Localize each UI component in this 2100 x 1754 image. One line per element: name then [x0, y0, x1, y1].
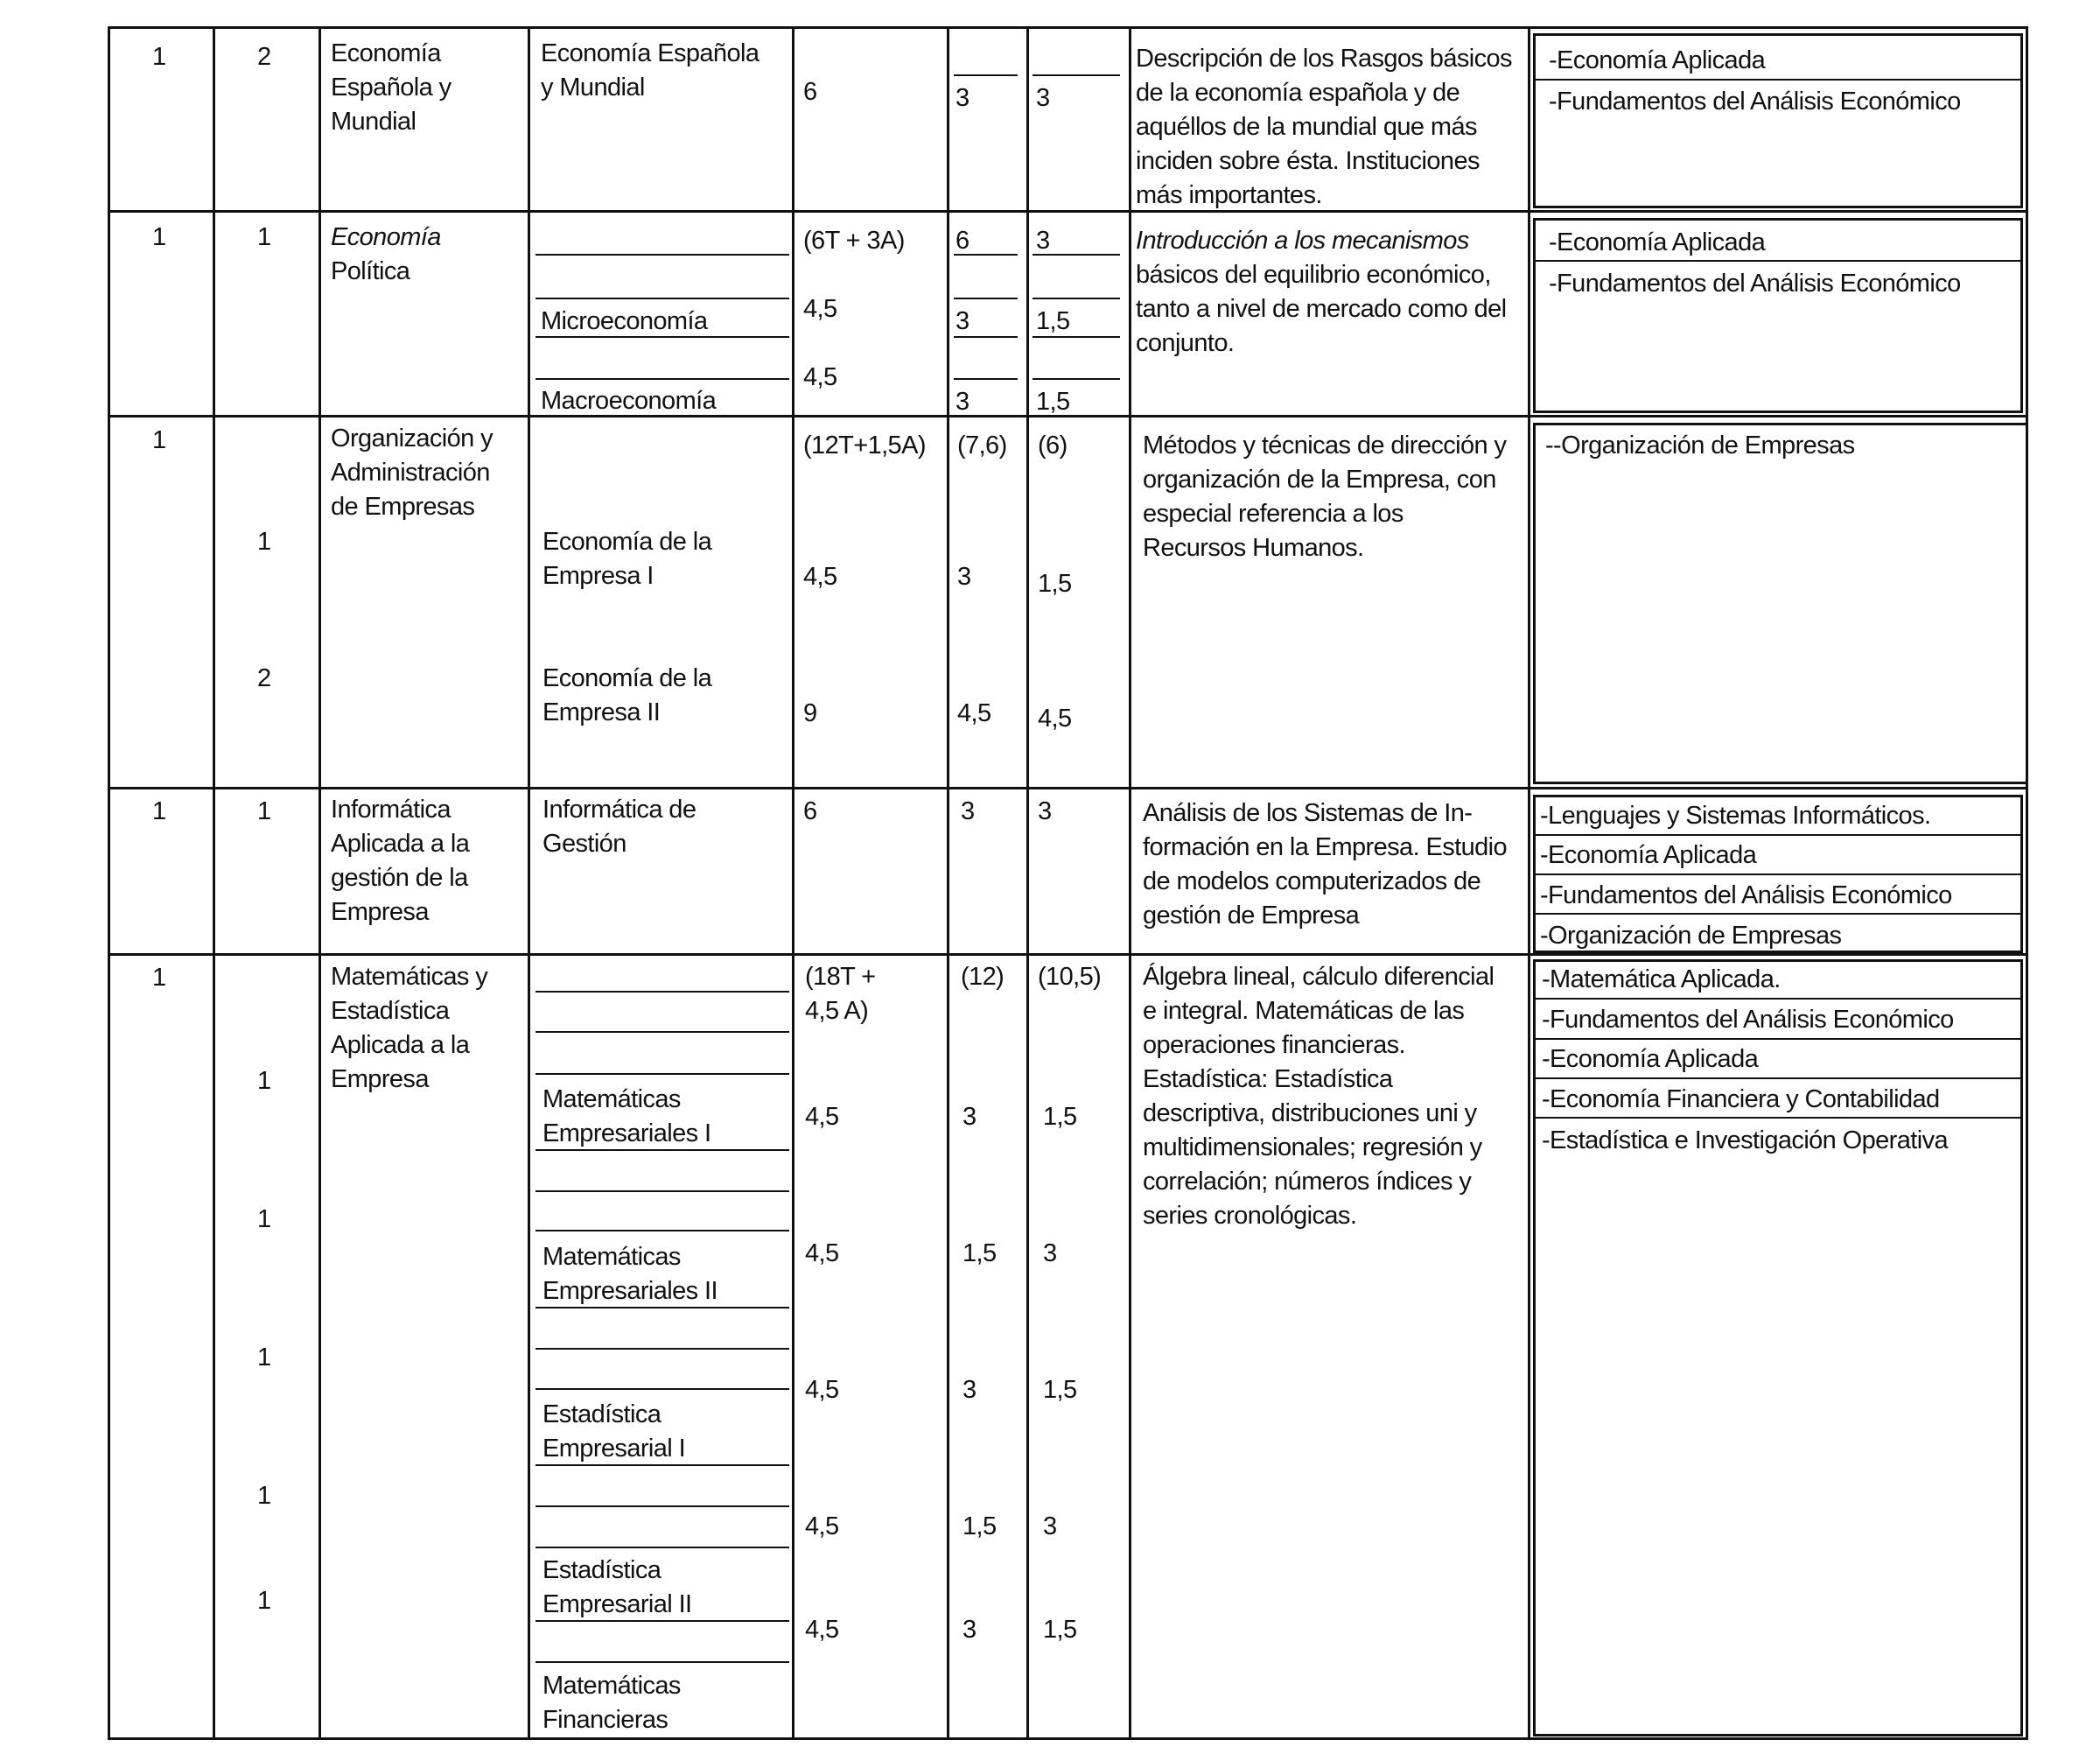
credits-theory: 3 [962, 1616, 976, 1644]
description-line: conjunto. [1136, 329, 1235, 357]
row-course-year: 1 [257, 1344, 271, 1372]
blank-rule [1533, 1077, 2023, 1079]
row-course-year: 2 [257, 664, 271, 692]
course-name-line: Informática de [542, 796, 696, 824]
course-name-line: Estadística [542, 1556, 662, 1584]
knowledge-area: -Economía Aplicada [1540, 841, 1757, 869]
blank-rule [1032, 298, 1120, 299]
credits-practice: 4,5 [1038, 705, 1072, 733]
subject-name-line: Mundial [331, 108, 416, 136]
credits-theory: 4,5 [957, 699, 991, 727]
course-name-line: Matemáticas [542, 1672, 681, 1700]
row-cycle-number: 1 [152, 43, 166, 71]
blank-rule [536, 1547, 789, 1548]
credits-practice: 3 [1038, 797, 1052, 825]
blank-rule [1533, 998, 2023, 1000]
description-line: de modelos computerizados de [1143, 867, 1481, 895]
blank-rule [536, 1388, 789, 1390]
column-divider [792, 26, 794, 1740]
course-name-line: Empresa II [542, 698, 661, 726]
credits-total: (12T+1,5A) [803, 431, 926, 460]
column-divider [528, 26, 530, 1740]
course-name-line: Empresarial II [542, 1590, 692, 1618]
blank-rule [1533, 1117, 2023, 1119]
course-name-line: y Mundial [541, 74, 645, 102]
course-name-line: Matemáticas [542, 1243, 681, 1271]
description-line: e integral. Matemáticas de las [1143, 997, 1465, 1025]
row-course-year: 1 [257, 1205, 271, 1233]
credits-theory: 6 [956, 227, 970, 255]
credits-theory: 1,5 [962, 1512, 997, 1540]
blank-rule [536, 1230, 789, 1231]
credits-practice: 3 [1036, 227, 1050, 255]
knowledge-area: -Economía Financiera y Contabilidad [1542, 1085, 1940, 1113]
blank-rule [954, 74, 1018, 76]
credits-theory: 3 [962, 1103, 976, 1131]
credits-total: 4,5 A) [805, 997, 869, 1025]
credits-practice: 1,5 [1043, 1616, 1077, 1644]
credits-practice: (10,5) [1038, 963, 1102, 991]
credits-total: 9 [803, 699, 817, 727]
subject-name-line: Aplicada a la [331, 830, 470, 858]
row-divider [108, 210, 2028, 213]
blank-rule [536, 1661, 789, 1663]
column-divider [318, 26, 321, 1740]
column-divider [1129, 26, 1131, 1740]
description-line: Descripción de los Rasgos básicos [1136, 45, 1512, 73]
knowledge-area: -Organización de Empresas [1540, 922, 1842, 950]
subject-name-line: gestión de la [331, 864, 468, 892]
row-divider [108, 26, 2028, 29]
knowledge-area: -Fundamentos del Análisis Económico [1542, 1006, 1954, 1034]
blank-rule [536, 991, 789, 993]
row-course-year: 1 [257, 1482, 271, 1510]
knowledge-area: -Economía Aplicada [1549, 46, 1766, 74]
subject-name-line: Informática [331, 796, 451, 824]
description-line: descriptiva, distribuciones uni y [1143, 1099, 1477, 1127]
course-name-line: Macroeconomía [541, 387, 717, 415]
description-line: Recursos Humanos. [1143, 534, 1364, 562]
blank-rule [954, 378, 1018, 380]
description-line: operaciones financieras. [1143, 1031, 1405, 1059]
credits-total: 4,5 [803, 295, 837, 323]
blank-rule [1533, 873, 2023, 875]
description-line: Introducción a los mecanismos [1136, 227, 1469, 255]
description-line: de la economía española y de [1136, 79, 1460, 107]
course-name-line: Gestión [542, 830, 626, 858]
description-line: Análisis de los Sistemas de In- [1143, 799, 1473, 827]
knowledge-area: -Economía Aplicada [1549, 228, 1766, 256]
course-name-line: Economía de la [542, 664, 712, 692]
course-name-line: Matemáticas [542, 1085, 681, 1113]
credits-practice: 1,5 [1038, 570, 1072, 598]
description-line: tanto a nivel de mercado como del [1136, 295, 1507, 323]
credits-total: 6 [803, 78, 817, 106]
subject-name-line: Organización y [331, 424, 494, 453]
areas-box [1533, 423, 2028, 784]
description-line: Estadística: Estadística [1143, 1065, 1393, 1093]
description-line: formación en la Empresa. Estudio [1143, 833, 1508, 861]
blank-rule [1533, 1038, 2023, 1040]
table-border-left [108, 26, 110, 1740]
knowledge-area: --Organización de Empresas [1545, 431, 1855, 460]
credits-practice: (6) [1038, 431, 1068, 460]
row-course-year: 1 [257, 1587, 271, 1615]
credits-theory: 3 [956, 388, 970, 416]
row-course-year: 1 [257, 797, 271, 825]
credits-total: (6T + 3A) [803, 227, 905, 255]
table-border-right [2026, 26, 2028, 1740]
description-line: especial referencia a los [1143, 500, 1404, 528]
subject-name-line: Estadística [331, 997, 450, 1025]
credits-total: (18T + [805, 963, 876, 991]
subject-name-line: Española y [331, 74, 452, 102]
credits-theory: 3 [962, 1376, 976, 1404]
course-name-line: Economía de la [542, 528, 712, 556]
knowledge-area: -Fundamentos del Análisis Económico [1549, 270, 1961, 298]
description-line: multidimensionales; regresión y [1143, 1133, 1482, 1161]
course-name-line: Microeconomía [541, 307, 708, 335]
knowledge-area: -Matemática Aplicada. [1542, 965, 1781, 993]
row-cycle-number: 1 [152, 964, 166, 992]
blank-rule [954, 298, 1018, 299]
column-divider [1026, 26, 1029, 1740]
blank-rule [536, 1190, 789, 1192]
description-line: inciden sobre ésta. Instituciones [1136, 147, 1480, 175]
course-name-line: Economía Española [541, 39, 760, 67]
blank-rule [536, 1505, 789, 1507]
credits-theory: 3 [961, 797, 975, 825]
credits-practice: 1,5 [1043, 1103, 1077, 1131]
knowledge-area: -Fundamentos del Análisis Económico [1549, 88, 1961, 116]
credits-theory: 3 [956, 84, 970, 112]
row-divider [108, 787, 2028, 789]
subject-name-line: Aplicada a la [331, 1031, 470, 1059]
description-line: Álgebra lineal, cálculo diferencial [1143, 963, 1494, 991]
course-name-line: Empresariales I [542, 1119, 711, 1147]
description-line: aquéllos de la mundial que más [1136, 113, 1477, 141]
description-line: correlación; números índices y [1143, 1168, 1472, 1196]
column-divider [947, 26, 949, 1740]
description-line: organización de la Empresa, con [1143, 466, 1496, 494]
credits-total: 4,5 [803, 363, 837, 391]
row-course-year: 2 [257, 43, 271, 71]
row-divider [108, 953, 2028, 956]
row-cycle-number: 1 [152, 797, 166, 825]
knowledge-area: -Economía Aplicada [1542, 1045, 1759, 1073]
blank-rule [536, 1348, 789, 1350]
credits-theory: 1,5 [962, 1239, 997, 1267]
course-name-line: Empresarial I [542, 1435, 686, 1463]
blank-rule [536, 298, 789, 299]
blank-rule [536, 378, 789, 380]
course-name-line: Financieras [542, 1706, 668, 1734]
description-line: básicos del equilibrio económico, [1136, 261, 1491, 289]
credits-practice: 1,5 [1036, 307, 1070, 335]
subject-name-line: Empresa [331, 898, 429, 926]
credits-practice: 3 [1043, 1512, 1057, 1540]
credits-total: 4,5 [805, 1616, 839, 1644]
credits-total: 4,5 [805, 1239, 839, 1267]
subject-name-line: Economía [331, 223, 441, 251]
blank-rule [1533, 834, 2023, 836]
row-cycle-number: 1 [152, 426, 166, 454]
blank-rule [1032, 74, 1120, 76]
blank-rule [536, 1073, 789, 1075]
subject-name-line: Empresa [331, 1065, 429, 1093]
blank-rule [1533, 79, 2023, 81]
subject-name-line: de Empresas [331, 493, 475, 521]
credits-total: 4,5 [803, 563, 837, 591]
blank-rule [1533, 913, 2023, 915]
column-divider [1528, 26, 1530, 1740]
subject-name-line: Economía [331, 39, 441, 67]
description-line: más importantes. [1136, 181, 1322, 209]
credits-theory: 3 [956, 307, 970, 335]
credits-theory: (7,6) [957, 431, 1007, 460]
course-name-line: Empresa I [542, 562, 654, 590]
subject-name-line: Administración [331, 459, 490, 487]
row-cycle-number: 1 [152, 223, 166, 251]
credits-total: 4,5 [805, 1512, 839, 1540]
description-line: series cronológicas. [1143, 1202, 1357, 1230]
blank-rule [1533, 260, 2023, 262]
row-divider [108, 1737, 2028, 1740]
description-line: gestión de Empresa [1143, 902, 1360, 930]
credits-total: 6 [803, 797, 817, 825]
credits-practice: 1,5 [1043, 1376, 1077, 1404]
knowledge-area: -Lenguajes y Sistemas Informáticos. [1540, 802, 1931, 830]
subject-name-line: Matemáticas y [331, 963, 488, 991]
column-divider [213, 26, 215, 1740]
course-name-line: Estadística [542, 1400, 662, 1428]
blank-rule [1032, 378, 1120, 380]
row-course-year: 1 [257, 1067, 271, 1095]
blank-rule [536, 254, 789, 256]
course-name-line: Empresariales II [542, 1277, 718, 1305]
row-course-year: 1 [257, 528, 271, 556]
credits-theory: 3 [957, 563, 971, 591]
credits-practice: 3 [1043, 1239, 1057, 1267]
row-course-year: 1 [257, 223, 271, 251]
subject-name-line: Política [331, 257, 410, 285]
credits-practice: 3 [1036, 84, 1050, 112]
description-line: Métodos y técnicas de dirección y [1143, 431, 1507, 460]
credits-total: 4,5 [805, 1376, 839, 1404]
knowledge-area: -Estadística e Investigación Operativa [1542, 1126, 1948, 1154]
knowledge-area: -Fundamentos del Análisis Económico [1540, 881, 1952, 909]
credits-total: 4,5 [805, 1103, 839, 1131]
credits-practice: 1,5 [1036, 388, 1070, 416]
blank-rule [536, 1031, 789, 1033]
credits-theory: (12) [961, 963, 1004, 991]
